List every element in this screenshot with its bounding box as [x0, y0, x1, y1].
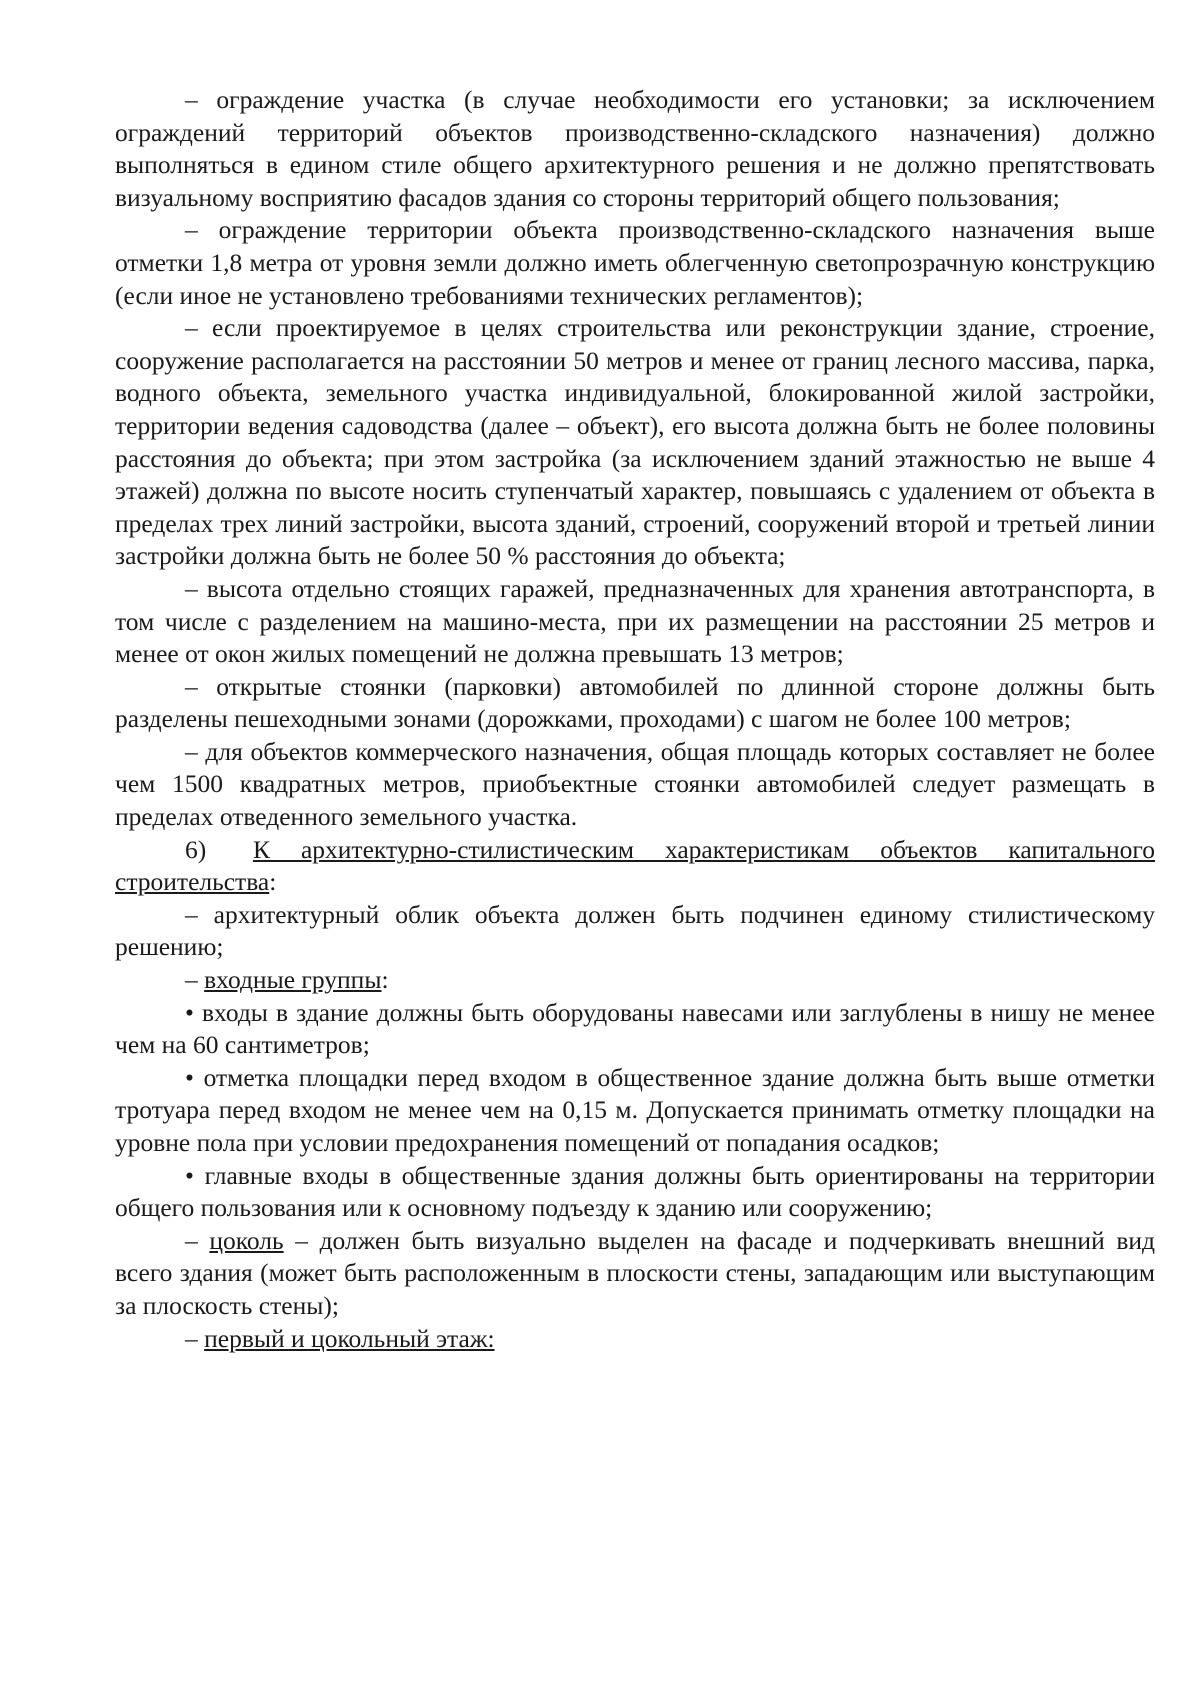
bullet-icon: • [185, 1160, 194, 1190]
bullet-item [115, 1160, 1155, 1225]
first-floor-label: первый и цокольный этаж: [204, 1323, 495, 1353]
paragraph-fence-style: – ограждение участка (в случае необходимости его установки; за исключением ограждений территорий объектов производственно-складского назначения) должно выполняться в едином стиле общего архитектурного решения и не должно препятствовать визуальному восприятию фасадов здания со стороны территорий общего пользования; [115, 85, 1155, 212]
dash: – [185, 1323, 205, 1353]
bullet-text: отметка площадки перед входом в общественное здание должна быть выше отметки тротуара перед входом не менее чем на 0,15 м. Допускается принимать отметку площадки на уровне пола при условии предохранения помещений от попадания осадков; [115, 1062, 1155, 1157]
bullet-item [115, 997, 1155, 1062]
dash: – [185, 1225, 210, 1255]
paragraph-architectural-style: – архитектурный облик объекта должен быть подчинен единому стилистическому решению; [115, 899, 1155, 962]
paragraph-building-height: – если проектируемое в целях строительства или реконструкции здание, строение, сооружение располагается на расстоянии 50 метров и менее от границ лесного массива, парка, водного объекта, земельного участка индивидуальной, блокированной жилой застройки, территории ведения садоводства (далее – объект), его высота должна быть не более половины расстояния до объекта; при этом застройка (за исключением зданий этажностью не выше 4 этажей) должна по высоте носить ступенчатый характер, повышаясь с удалением от объекта в пределах трех линий застройки, высота зданий, строений, сооружений второй и третьей линии застройки должна быть не более 50 % расстояния до объекта; [115, 313, 1155, 571]
plinth-label: цоколь [209, 1225, 284, 1255]
section-number: 6) [185, 834, 207, 864]
bullet-icon: • [185, 1062, 194, 1092]
colon: : [381, 965, 389, 995]
entrance-groups-label: входные группы [204, 965, 382, 995]
paragraph-plinth [115, 1225, 1155, 1323]
paragraph-commercial-parking: – для объектов коммерческого назначения, общая площадь которых составляет не более чем 1500 квадратных метров, приобъектные стоянки автомобилей следует размещать в пределах отведенного земельного участка. [115, 736, 1155, 832]
paragraph-parking-zones: – открытые стоянки (парковки) автомобилей по длинной стороне должны быть разделены пешеходными зонами (дорожками, проходами) с шагом не более 100 метров; [115, 671, 1155, 734]
paragraph-industrial-fence: – ограждение территории объекта производственно-складского назначения выше отметки 1,8 метра от уровня земли должно иметь облегченную светопрозрачную конструкцию (если иное не установлено требованиями технических регламентов); [115, 215, 1155, 310]
first-floor-heading [115, 1323, 1155, 1356]
bullet-text: главные входы в общественные здания должны быть ориентированы на территории общего пользования или к основному подъезду к зданию или сооружению; [115, 1160, 1156, 1223]
bullet-text: входы в здание должны быть оборудованы навесами или заглублены в нишу не менее чем на 60 сантиметров; [115, 997, 1156, 1060]
dash: – [185, 965, 205, 995]
section-colon: : [269, 867, 277, 897]
bullet-icon: • [185, 997, 194, 1027]
bullet-item [115, 1062, 1155, 1160]
section-title: К архитектурно-стилистическим характеристикам объектов капитального строительства [115, 834, 1155, 897]
entrance-groups-heading [115, 964, 1155, 997]
document-page [115, 84, 1155, 1355]
section-6-heading [115, 834, 1155, 899]
paragraph-garage-height: – высота отдельно стоящих гаражей, предназначенных для хранения автотранспорта, в том числе с разделением на машино-места, при их размещении на расстоянии 25 метров и менее от окон жилых помещений не должна превышать 13 метров; [115, 573, 1155, 669]
plinth-text: – должен быть визуально выделен на фасаде и подчеркивать внешний вид всего здания (может быть расположенным в плоскости стены, западающим или выступающим за плоскость стены); [115, 1225, 1155, 1320]
